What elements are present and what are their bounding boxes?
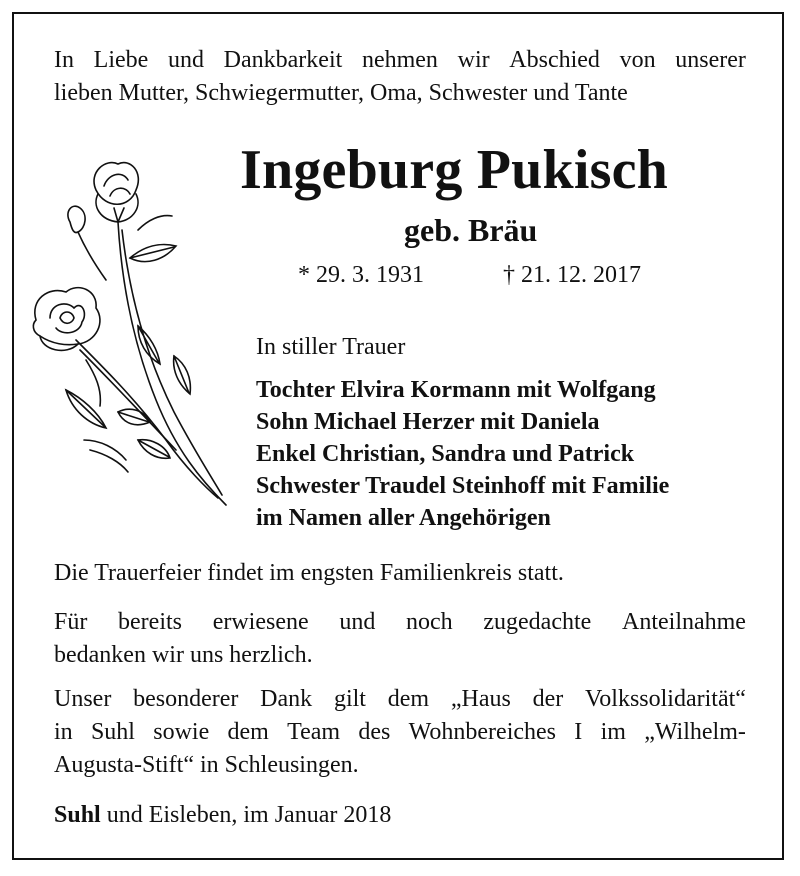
word: Abschied xyxy=(509,47,600,73)
special-thanks-paragraph xyxy=(54,683,746,782)
word: Anteilnahme xyxy=(622,609,746,635)
deceased-name: Ingeburg Pukisch xyxy=(240,139,668,201)
rose-illustration-icon xyxy=(26,150,236,520)
special-line-1 xyxy=(54,683,746,716)
word: Unser xyxy=(54,686,112,712)
word: erwiesene xyxy=(212,609,309,635)
word: gilt xyxy=(333,686,366,712)
word: I xyxy=(574,719,583,745)
death-date: † 21. 12. 2017 xyxy=(503,262,641,288)
word: im xyxy=(600,719,626,745)
word: Volkssolidarität“ xyxy=(585,686,746,712)
closing-place: Suhl xyxy=(54,802,101,828)
closing-line xyxy=(54,802,391,829)
word: und xyxy=(339,609,376,635)
intro-line-2: lieben Mutter, Schwiegermutter, Oma, Schwester und Tante xyxy=(54,80,628,106)
word: des xyxy=(358,719,391,745)
word: Liebe xyxy=(93,47,149,73)
word: noch xyxy=(406,609,453,635)
thanks-paragraph xyxy=(54,606,746,672)
word: und xyxy=(167,47,204,73)
funeral-note: Die Trauerfeier findet im engsten Familienkreis statt. xyxy=(54,560,564,586)
word: unserer xyxy=(675,47,746,73)
word: wir xyxy=(457,47,490,73)
word: zugedachte xyxy=(483,609,592,635)
mourning-heading: In stiller Trauer xyxy=(256,334,406,360)
intro-text xyxy=(54,44,746,110)
word: Wohnbereiches xyxy=(408,719,557,745)
thanks-line-1 xyxy=(54,606,746,639)
word: dem xyxy=(387,686,430,712)
intro-line-1 xyxy=(54,44,746,77)
word: Suhl xyxy=(90,719,135,745)
mourner-line: Enkel Christian, Sandra und Patrick xyxy=(256,441,635,467)
mourners-list xyxy=(256,374,669,534)
word: In xyxy=(54,47,74,73)
word: besonderer xyxy=(133,686,239,712)
word: bereits xyxy=(118,609,183,635)
word: „Haus xyxy=(450,686,511,712)
word: von xyxy=(619,47,656,73)
mourner-line: Tochter Elvira Kormann mit Wolfgang xyxy=(256,377,656,403)
special-line-2 xyxy=(54,716,746,749)
word: in xyxy=(54,719,73,745)
word: der xyxy=(532,686,564,712)
closing-rest: und Eisleben, im Januar 2018 xyxy=(100,802,392,828)
birth-name: geb. Bräu xyxy=(404,212,538,248)
word: „Wilhelm- xyxy=(644,719,746,745)
word: Team xyxy=(287,719,341,745)
word: nehmen xyxy=(361,47,438,73)
word: Dankbarkeit xyxy=(223,47,343,73)
word: Für xyxy=(54,609,88,635)
thanks-line-2: bedanken wir uns herzlich. xyxy=(54,642,313,668)
mourner-line: im Namen aller Angehörigen xyxy=(256,505,551,531)
mourner-line: Schwester Traudel Steinhoff mit Familie xyxy=(256,473,670,499)
special-line-3: Augusta-Stift“ in Schleusingen. xyxy=(54,752,359,778)
word: sowie xyxy=(153,719,210,745)
birth-date: * 29. 3. 1931 xyxy=(298,262,424,288)
word: dem xyxy=(227,719,269,745)
mourner-line: Sohn Michael Herzer mit Daniela xyxy=(256,409,600,435)
word: Dank xyxy=(260,686,313,712)
